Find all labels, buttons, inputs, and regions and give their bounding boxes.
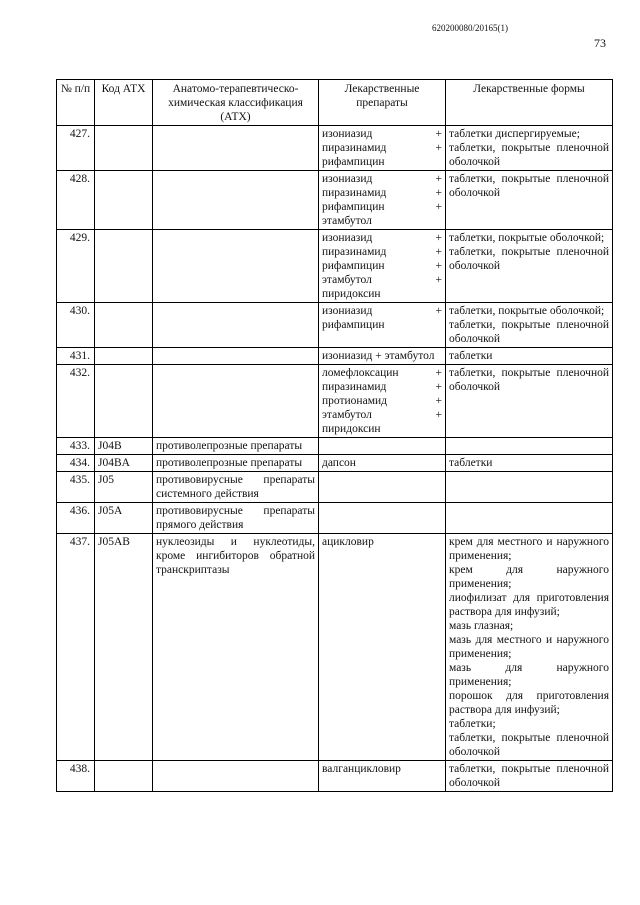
dosage-form-item: крем для наружного применения; [449,564,609,590]
atc-classification-cell: нуклеозиды и нуклеотиды, кроме ингибиторов обратной транскриптазы [153,534,319,761]
drug-name-cell [319,472,446,503]
atc-code-cell [95,171,153,230]
atc-classification-cell [153,761,319,792]
dosage-form-item: порошок для приготовления раствора для инфузий; [449,690,609,716]
atc-classification-cell: противолепрозные препараты [153,455,319,472]
table-row [57,761,613,792]
dosage-form-item: мазь для наружного применения; [449,662,609,688]
row-number-cell: 433. [57,438,95,455]
dosage-forms-cell [446,171,613,230]
drug-name-cell: изониазид + рифампицин [319,303,446,348]
col-header-atc-classification: Анатомо-терапевтическо-химическая классификация (АТХ) [153,80,319,126]
table-body [57,126,613,792]
table-row [57,503,613,534]
dosage-form-item: таблетки, покрытые оболочкой; [449,305,605,317]
drug-name-cell [319,438,446,455]
drug-name-cell [319,503,446,534]
table-row [57,438,613,455]
atc-classification-cell [153,126,319,171]
dosage-form-item: таблетки, покрытые пленочной оболочкой [449,732,609,758]
table-row [57,365,613,438]
dosage-form-item: таблетки диспергируемые; [449,128,580,140]
dosage-form-item: крем для местного и наружного применения; [449,536,609,562]
drug-name-cell: ацикловир [319,534,446,761]
dosage-form-item: таблетки, покрытые пленочной оболочкой [449,763,609,789]
table-row [57,126,613,171]
dosage-form-item: таблетки, покрытые пленочной оболочкой [449,319,609,345]
drug-table [56,79,613,792]
drug-name-cell: изониазид + этамбутол [319,348,446,365]
col-header-drugs: Лекарственные препараты [319,80,446,126]
drug-name-cell: изониазид + пиразинамид + рифампицин [319,126,446,171]
atc-classification-cell: противолепрозные препараты [153,438,319,455]
dosage-form-item: таблетки, покрытые пленочной оболочкой [449,367,609,393]
dosage-form-item: таблетки, покрытые пленочной оболочкой [449,246,609,272]
atc-code-cell [95,230,153,303]
row-number-cell: 436. [57,503,95,534]
dosage-forms-cell [446,303,613,348]
col-header-number: № п/п [57,80,95,126]
table-row [57,171,613,230]
atc-code-cell [95,761,153,792]
row-number-cell: 435. [57,472,95,503]
dosage-forms-cell [446,472,613,503]
atc-code-cell: J04BA [95,455,153,472]
drug-name-cell: изониазид + пиразинамид + рифампицин + этамбутол + пиридоксин [319,230,446,303]
dosage-form-item: таблетки [449,457,493,469]
atc-code-cell: J04B [95,438,153,455]
atc-classification-cell [153,171,319,230]
row-number-cell: 434. [57,455,95,472]
atc-code-cell [95,365,153,438]
row-number-cell: 432. [57,365,95,438]
dosage-form-item: таблетки; [449,718,496,730]
dosage-forms-cell [446,455,613,472]
dosage-form-item: таблетки, покрытые оболочкой; [449,232,605,244]
atc-code-cell: J05 [95,472,153,503]
table-row [57,472,613,503]
dosage-form-item: мазь глазная; [449,620,514,632]
atc-classification-cell [153,230,319,303]
row-number-cell: 430. [57,303,95,348]
table-header-row [57,80,613,126]
dosage-forms-cell [446,761,613,792]
row-number-cell: 431. [57,348,95,365]
atc-classification-cell [153,348,319,365]
col-header-atc-code: Код АТХ [95,80,153,126]
atc-code-cell [95,303,153,348]
table-row [57,303,613,348]
atc-classification-cell: противовирусные препараты системного действия [153,472,319,503]
drug-name-cell: изониазид + пиразинамид + рифампицин + этамбутол [319,171,446,230]
table-row [57,230,613,303]
dosage-forms-cell [446,230,613,303]
dosage-form-item: мазь для местного и наружного применения; [449,634,609,660]
table-row [57,455,613,472]
table-row [57,534,613,761]
dosage-forms-cell [446,503,613,534]
atc-code-cell: J05A [95,503,153,534]
col-header-dosage-forms: Лекарственные формы [446,80,613,126]
atc-classification-cell [153,365,319,438]
drug-name-cell: дапсон [319,455,446,472]
row-number-cell: 427. [57,126,95,171]
atc-classification-cell: противовирусные препараты прямого действия [153,503,319,534]
atc-code-cell [95,126,153,171]
row-number-cell: 429. [57,230,95,303]
dosage-form-item: таблетки, покрытые пленочной оболочкой [449,142,609,168]
table-row [57,348,613,365]
dosage-forms-cell [446,348,613,365]
atc-classification-cell [153,303,319,348]
drug-name-cell: ломефлоксацин + пиразинамид + протионамид + этамбутол + пиридоксин [319,365,446,438]
dosage-forms-cell [446,126,613,171]
drug-name-cell: валганцикловир [319,761,446,792]
document-id: 620200080/20165(1) [432,23,508,33]
atc-code-cell [95,348,153,365]
dosage-forms-cell [446,365,613,438]
page-number: 73 [594,36,606,50]
dosage-forms-cell [446,534,613,761]
dosage-form-item: таблетки [449,350,493,362]
dosage-forms-cell [446,438,613,455]
row-number-cell: 428. [57,171,95,230]
dosage-form-item: лиофилизат для приготовления раствора для инфузий; [449,592,609,618]
row-number-cell: 438. [57,761,95,792]
dosage-form-item: таблетки, покрытые пленочной оболочкой [449,173,609,199]
row-number-cell: 437. [57,534,95,761]
atc-code-cell: J05AB [95,534,153,761]
